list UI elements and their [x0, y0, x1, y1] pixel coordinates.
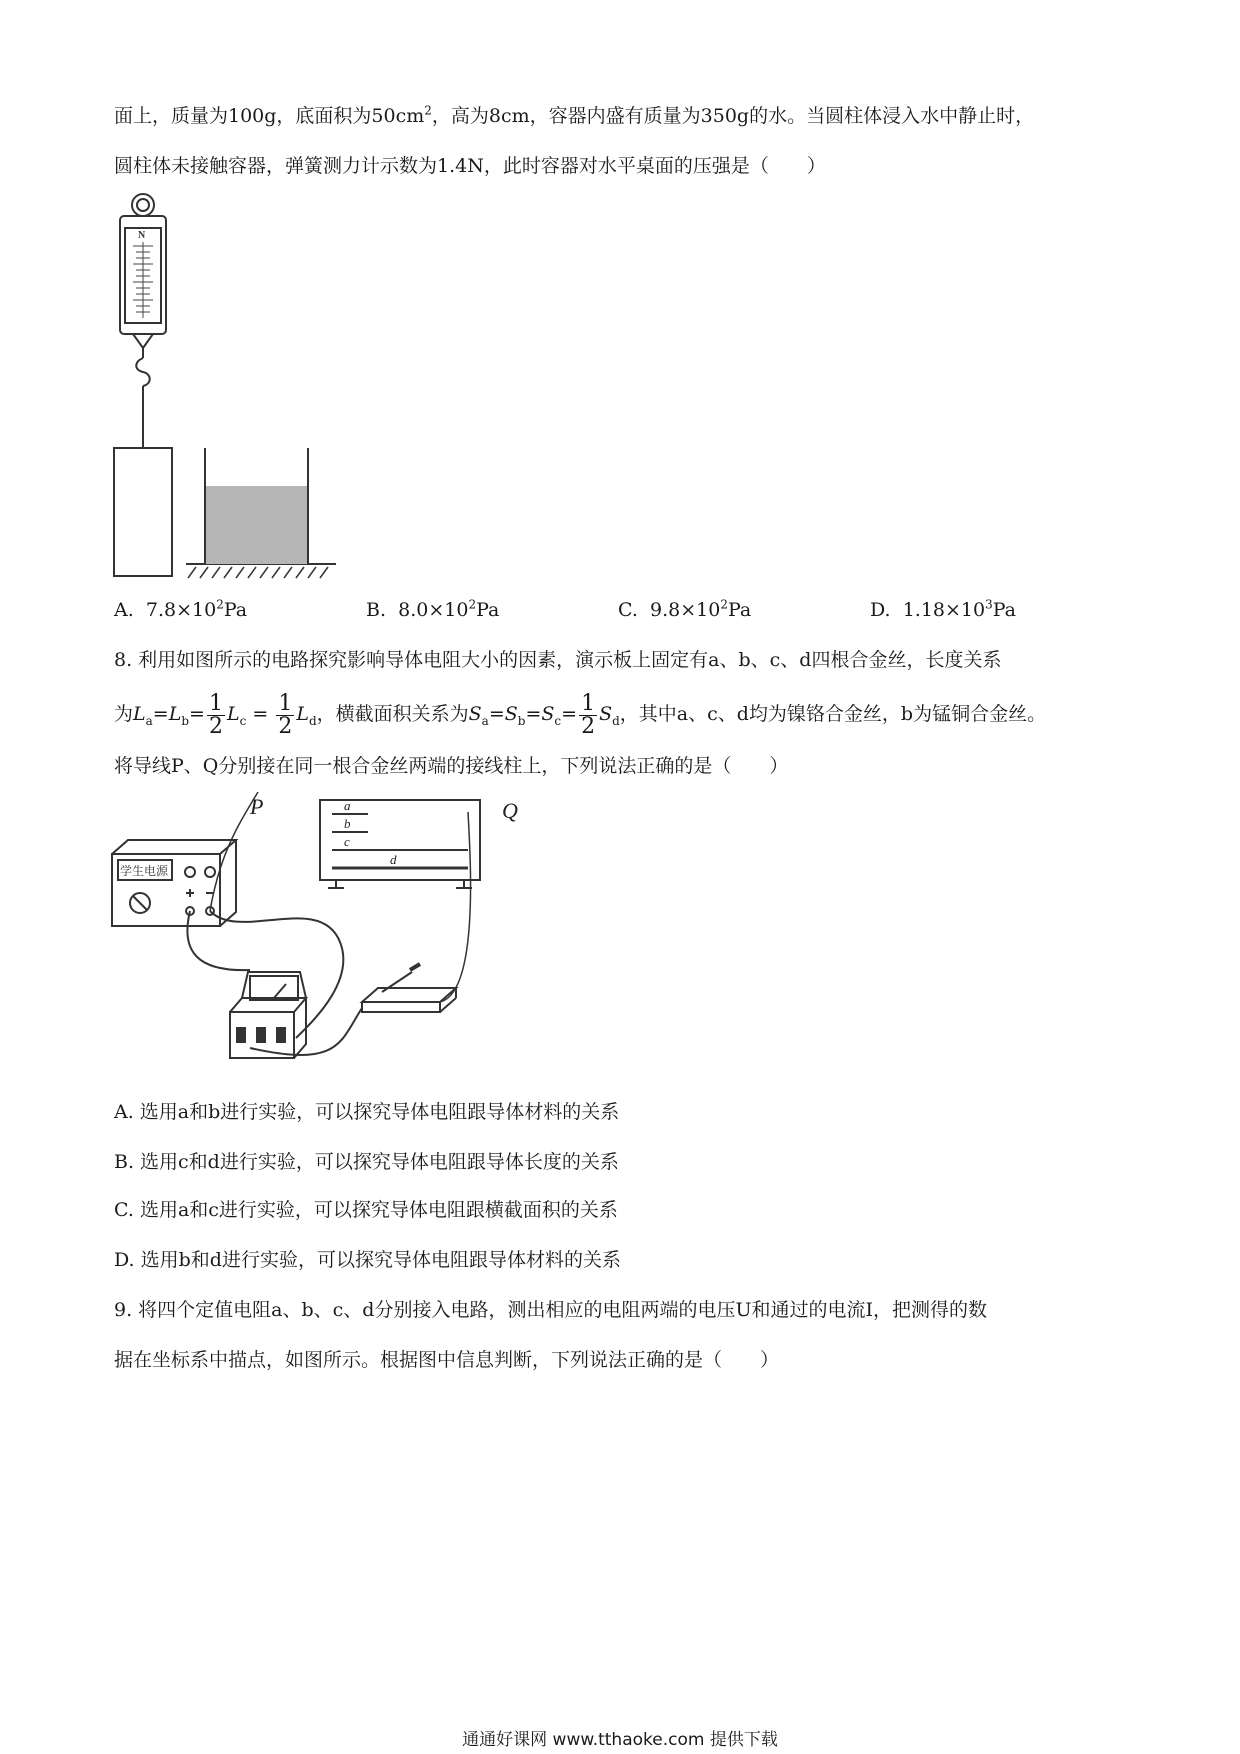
q7-water [206, 486, 307, 564]
q7-option-d[interactable]: D. $1.18\times 10^3Pa$ [870, 597, 1017, 621]
fraction: $\frac{1}{2}$ [581, 690, 596, 739]
fraction: $\frac{1}{2}$ [208, 690, 223, 739]
q7-option-c[interactable]: C. $9.8\times 10^2Pa$ [618, 597, 752, 621]
q9-line-2: 据在坐标系中描点，如图所示。根据图中信息判断，下列说法正确的是（ ） [114, 1349, 780, 1371]
q8-line-2: 为$L_a=L_b=$ $\frac{1}{2}$ $L_c$ = $\frac{1}{2}$ $L_d$，横截面积关系为$S_a=S_b=S_c=$ $\frac{1}{2}$ $S_d$，其中a、c、d均为镍铬合金丝，b为锰铜合金丝。 [114, 690, 1047, 739]
fraction: $\frac{1}{2}$ [278, 690, 293, 739]
q8-option-d[interactable]: D. 选用b和d进行实验，可以探究导体电阻跟导体材料的关系 [114, 1249, 621, 1271]
q7-option-b[interactable]: B. $8.0\times 10^2Pa$ [366, 597, 500, 621]
alloy-wire-d-label: d [390, 852, 397, 867]
q7-line-2: 圆柱体未接触容器，弹簧测力计示数为1.4N，此时容器对水平桌面的压强是（ ） [114, 155, 826, 177]
q7-spring-scale-figure [100, 190, 360, 580]
length-relation: $L_a=L_b=$ $\frac{1}{2}$ $L_c$ = $\frac{1}{2}$ $L_d$ [133, 690, 317, 739]
q7-option-a[interactable]: A. $7.8\times 10^2Pa$ [114, 597, 248, 621]
power-supply-label: 学生电源 [120, 864, 169, 878]
page-footer: 通通好课网 www.tthaoke.com 提供下载 [462, 1730, 778, 1750]
q8-option-a[interactable]: A. 选用a和b进行实验，可以探究导体电阻跟导体材料的关系 [114, 1101, 620, 1123]
q8-option-c[interactable]: C. 选用a和c进行实验，可以探究导体电阻跟横截面积的关系 [114, 1199, 618, 1221]
q8-option-b[interactable]: B. 选用c和d进行实验，可以探究导体电阻跟导体长度的关系 [114, 1151, 619, 1173]
q8-line-3: 将导线P、Q分别接在同一根合金丝两端的接线柱上，下列说法正确的是（ ） [114, 755, 789, 777]
q8-circuit-figure [100, 792, 580, 1082]
alloy-wire-a-label: a [344, 798, 351, 813]
q7-scale-unit-label: N [138, 230, 146, 241]
q9-line-1: 9. 将四个定值电阻a、b、c、d分别接入电路，测出相应的电阻两端的电压U和通过的电流I，把测得的数 [114, 1299, 987, 1321]
alloy-wire-b-label: b [344, 816, 351, 831]
q7-line-1: 面上，质量为100g，底面积为$50cm^2$，高为8cm，容器内盛有质量为350g的水。当圆柱体浸入水中静止时， [114, 103, 1035, 127]
area-relation: $S_a=S_b=S_c=$ $\frac{1}{2}$ $S_d$ [468, 690, 620, 739]
q8-line-1: 8. 利用如图所示的电路探究影响导体电阻大小的因素，演示板上固定有a、b、c、d四根合金丝，长度关系 [114, 649, 1002, 671]
wire-p-label: P [250, 794, 264, 819]
wire-q-label: Q [502, 798, 518, 823]
alloy-wire-c-label: c [344, 834, 350, 849]
